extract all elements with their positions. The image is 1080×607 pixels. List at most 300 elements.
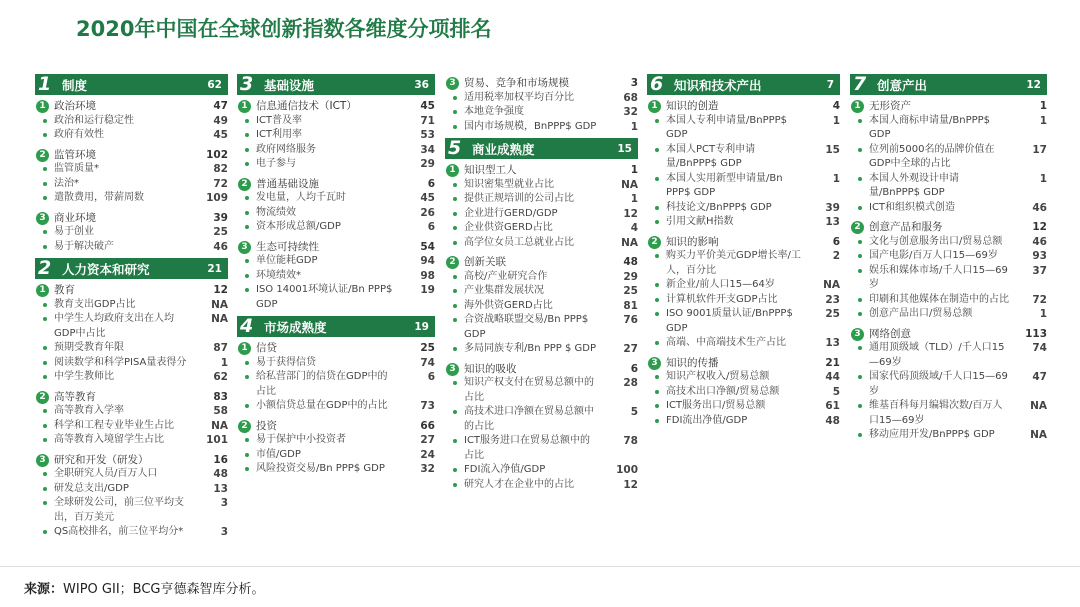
- indicator-name: 高等教育入学率: [54, 405, 124, 416]
- bullet-icon: [245, 288, 249, 292]
- bullet-icon: [245, 453, 249, 457]
- indicator-row: [35, 225, 228, 240]
- sub-pillar-row: [35, 148, 228, 163]
- pillar-header: [35, 74, 228, 95]
- indicator-rank: 24: [420, 448, 435, 461]
- indicator-rank: 5: [630, 406, 638, 418]
- bullet-icon: [245, 259, 249, 263]
- indicator-rank: 49: [213, 114, 228, 127]
- pillar-header: [237, 74, 435, 95]
- indicator-row: [35, 128, 228, 143]
- indicator-name: 物流绩效: [256, 206, 296, 218]
- sub-pillar-name: 知识的创造: [666, 100, 719, 112]
- indicator-row: [850, 293, 1047, 308]
- indicator-row: [237, 157, 435, 172]
- bullet-icon: [858, 312, 862, 316]
- pillar-rank: 15: [617, 142, 632, 155]
- indicator-name: 国内市场规模，BnPPP$ GDP: [464, 120, 597, 132]
- indicator-name: 本国人外观设计申请量/BnPPP$ GDP: [869, 172, 959, 198]
- indicator-name: QS高校排名，前三位平均分*: [54, 526, 184, 537]
- indicator-name: 国家代码顶级域/千人口15—69岁: [869, 371, 1008, 397]
- bullet-icon: [245, 361, 249, 365]
- sub-pillar-number-badge: 2: [446, 256, 459, 269]
- sub-pillar-number-badge: 3: [238, 241, 251, 254]
- indicator-name: 娱乐和媒体市场/千人口15—69岁: [869, 264, 1008, 290]
- indicator-row: [445, 405, 638, 434]
- indicator-rank: 1: [1039, 172, 1047, 185]
- source-label: 来源：: [24, 582, 64, 597]
- indicator-rank: 1: [832, 172, 840, 185]
- sub-pillar-rank: 102: [206, 148, 228, 161]
- bullet-icon: [245, 211, 249, 215]
- indicator-rank: NA: [211, 419, 228, 432]
- bullet-icon: [245, 375, 249, 379]
- footer-divider: [0, 566, 1080, 567]
- sub-pillar-rank: 3: [630, 77, 638, 89]
- indicator-rank: 93: [1032, 250, 1047, 262]
- indicator-name: 企业供资GERD占比: [464, 222, 553, 233]
- indicator-rank: 1: [832, 114, 840, 127]
- sub-pillar-rank: 6: [630, 362, 638, 375]
- indicator-row: [647, 293, 840, 308]
- sub-pillar-name: 生态可持续性: [256, 240, 319, 253]
- indicator-rank: 29: [623, 270, 638, 283]
- indicator-name: ISO 9001质量认证/BnPPP$ GDP: [666, 308, 793, 334]
- bullet-icon: [858, 404, 862, 408]
- bullet-icon: [43, 133, 47, 137]
- sub-pillar-name: 高等教育: [54, 390, 96, 403]
- sub-pillar-row: [237, 177, 435, 192]
- sub-pillar-row: [850, 99, 1047, 114]
- indicator-rank: 1: [630, 193, 638, 205]
- indicator-name: 政府有效性: [54, 129, 104, 140]
- bullet-icon: [453, 318, 457, 322]
- bullet-icon: [858, 206, 862, 210]
- indicator-row: [237, 399, 435, 414]
- indicator-rank: 1: [220, 356, 228, 369]
- indicator-rank: 76: [623, 314, 638, 326]
- indicator-name: ICT普及率: [256, 114, 303, 126]
- indicator-row: [850, 235, 1047, 250]
- indicator-name: 计算机软件开支GDP占比: [666, 293, 778, 305]
- sub-pillar-rank: 25: [420, 342, 435, 354]
- sub-pillar-row: [35, 390, 228, 405]
- indicator-rank: 72: [213, 177, 228, 190]
- pillar-rank: 21: [207, 262, 222, 275]
- indicator-name: ICT利用率: [256, 129, 303, 140]
- bullet-icon: [655, 177, 659, 181]
- indicator-name: 风险投资交易/Bn PPP$ GDP: [256, 463, 385, 474]
- sub-pillar-rank: 39: [213, 211, 228, 224]
- bullet-icon: [655, 283, 659, 287]
- sub-pillar-row: [445, 76, 638, 91]
- indicator-name: 易于保护中小投资者: [256, 434, 346, 445]
- indicator-row: [35, 356, 228, 371]
- bullet-icon: [245, 196, 249, 200]
- indicator-row: [237, 206, 435, 221]
- indicator-rank: 13: [213, 482, 228, 495]
- source-text: WIPO GII；BCG亨德森智库分析。: [63, 582, 265, 597]
- indicator-name: 高等教育入境留学生占比: [54, 434, 164, 445]
- sub-pillar-rank: 45: [420, 100, 435, 112]
- bullet-icon: [453, 439, 457, 443]
- indicator-name: 高端、中高端技术生产占比: [666, 337, 786, 348]
- sub-pillar-row: [237, 419, 435, 434]
- indicator-name: 本国人PCT专利申请量/BnPPP$ GDP: [666, 143, 756, 169]
- indicator-rank: 25: [213, 226, 228, 238]
- sub-pillar-rank: 54: [420, 240, 435, 253]
- indicator-name: 政治和运行稳定性: [54, 114, 134, 126]
- sub-pillar-rank: 1: [1039, 100, 1047, 112]
- indicator-rank: 1: [1039, 308, 1047, 320]
- sub-pillar-name: 创新关联: [464, 256, 506, 268]
- indicator-row: [647, 414, 840, 429]
- indicator-row: [237, 114, 435, 129]
- indicator-name: 易于创业: [54, 226, 94, 237]
- indicator-rank: 46: [1032, 235, 1047, 248]
- bullet-icon: [655, 419, 659, 423]
- indicator-rank: 19: [420, 284, 435, 296]
- bullet-icon: [453, 347, 457, 351]
- bullet-icon: [655, 312, 659, 316]
- indicator-row: [445, 221, 638, 236]
- indicator-row: [445, 120, 638, 135]
- indicator-row: [850, 201, 1047, 216]
- sub-pillar-number-badge: 2: [238, 420, 251, 433]
- indicator-name: FDI流入净值/GDP: [464, 464, 546, 475]
- sub-pillar-number-badge: 1: [446, 164, 459, 177]
- sub-pillar-number-badge: 2: [36, 149, 49, 162]
- indicator-rank: NA: [823, 279, 840, 291]
- indicator-name: 全球研发公司，前三位平均支出，百万美元: [54, 497, 184, 523]
- indicator-row: [237, 433, 435, 448]
- indicator-rank: 47: [1032, 371, 1047, 383]
- indicator-rank: 48: [213, 468, 228, 480]
- bullet-icon: [245, 274, 249, 278]
- indicator-row: [647, 143, 840, 172]
- indicator-name: 印刷和其他媒体在制造中的占比: [869, 293, 1009, 305]
- sub-pillar-name: 知识的影响: [666, 235, 719, 248]
- sub-pillar-rank: 6: [427, 177, 435, 190]
- indicator-name: 创意产品出口/贸易总额: [869, 308, 973, 319]
- indicator-row: [445, 192, 638, 207]
- sub-pillar-number-badge: 2: [238, 178, 251, 191]
- sub-pillar-name: 知识型工人: [464, 164, 517, 176]
- indicator-rank: NA: [1030, 400, 1047, 412]
- bullet-icon: [43, 424, 47, 428]
- bullet-icon: [453, 212, 457, 216]
- sub-pillar-row: [445, 362, 638, 377]
- bullet-icon: [858, 269, 862, 273]
- indicator-name: 高技术进口净额在贸易总额中的占比: [464, 406, 594, 432]
- indicator-rank: 13: [825, 216, 840, 228]
- page-title: 2020年中国在全球创新指数各维度分项排名: [76, 17, 492, 41]
- bullet-icon: [43, 438, 47, 442]
- sub-pillar-row: [850, 327, 1047, 342]
- sub-pillar-row: [647, 235, 840, 250]
- indicator-row: [35, 312, 228, 341]
- sub-pillar-name: 知识的传播: [666, 356, 719, 369]
- indicator-row: [445, 342, 638, 357]
- sub-pillar-number-badge: 3: [446, 363, 459, 376]
- pillar-number: 4: [240, 315, 254, 337]
- indicator-name: 本地竞争强度: [464, 106, 524, 117]
- indicator-row: [445, 105, 638, 120]
- indicator-row: [850, 249, 1047, 264]
- sub-pillar-row: [35, 283, 228, 298]
- indicator-rank: 34: [420, 143, 435, 156]
- sub-pillar-name: 监管环境: [54, 148, 96, 161]
- bullet-icon: [858, 298, 862, 302]
- bullet-icon: [655, 375, 659, 379]
- sub-pillar-name: 无形资产: [869, 100, 911, 112]
- indicator-name: 本国人专利申请量/BnPPP$ GDP: [666, 114, 788, 140]
- indicator-rank: 32: [420, 463, 435, 475]
- indicator-name: 购买力平价美元GDP增长率/工人，百分比: [666, 250, 801, 276]
- sub-pillar-rank: 48: [623, 256, 638, 268]
- indicator-row: [445, 284, 638, 299]
- sub-pillar-rank: 6: [832, 235, 840, 248]
- bullet-icon: [43, 303, 47, 307]
- bullet-icon: [43, 119, 47, 123]
- bullet-icon: [245, 119, 249, 123]
- indicator-row: [237, 283, 435, 312]
- bullet-icon: [858, 433, 862, 437]
- bullet-icon: [43, 409, 47, 413]
- indicator-rank: NA: [621, 236, 638, 249]
- indicator-name: 海外供资GERD占比: [464, 299, 553, 311]
- pillar-header: [35, 258, 228, 279]
- indicator-row: [35, 298, 228, 313]
- indicator-row: [850, 370, 1047, 399]
- indicator-rank: 17: [1032, 143, 1047, 156]
- pillar-number: 1: [38, 73, 52, 95]
- indicator-rank: 87: [213, 342, 228, 354]
- indicator-name: 市值/GDP: [256, 448, 301, 460]
- indicator-name: 国产电影/百万人口15—69岁: [869, 250, 998, 261]
- indicator-rank: 15: [825, 143, 840, 156]
- bullet-icon: [453, 226, 457, 230]
- indicator-name: 本国人商标申请量/BnPPP$ GDP: [869, 114, 991, 140]
- indicator-rank: 62: [213, 371, 228, 383]
- indicator-row: [647, 172, 840, 201]
- indicator-row: [237, 128, 435, 143]
- sub-pillar-number-badge: 2: [36, 391, 49, 404]
- column-5: [850, 74, 1047, 443]
- pillar-rank: 7: [826, 78, 834, 91]
- sub-pillar-name: 信贷: [256, 342, 277, 354]
- pillar-number: 2: [38, 257, 52, 279]
- indicator-name: 产业集群发展状况: [464, 285, 544, 296]
- sub-pillar-number-badge: 3: [648, 357, 661, 370]
- indicator-name: 电子参与: [256, 158, 296, 169]
- indicator-name: FDI流出净值/GDP: [666, 414, 748, 426]
- indicator-rank: 46: [1032, 201, 1047, 214]
- indicator-name: 知识产权收入/贸易总额: [666, 371, 770, 382]
- sub-pillar-rank: 83: [213, 390, 228, 403]
- indicator-row: [35, 341, 228, 356]
- pillar-number: 7: [853, 73, 867, 95]
- sub-pillar-name: 政治环境: [54, 100, 96, 112]
- bullet-icon: [858, 240, 862, 244]
- indicator-rank: 12: [623, 478, 638, 491]
- pillar-name: 知识和技术产出: [674, 77, 762, 93]
- indicator-name: 中学生教师比: [54, 371, 114, 382]
- sub-pillar-row: [237, 99, 435, 114]
- sub-pillar-number-badge: 2: [648, 236, 661, 249]
- sub-pillar-number-badge: 1: [851, 100, 864, 113]
- pillar-number: 6: [650, 73, 664, 95]
- pillar-header: [445, 138, 638, 159]
- indicator-rank: 26: [420, 206, 435, 219]
- indicator-rank: 100: [616, 464, 638, 476]
- pillar-header: [647, 74, 840, 95]
- indicator-rank: 27: [623, 343, 638, 355]
- sub-pillar-row: [647, 99, 840, 114]
- indicator-name: 研发总支出/GDP: [54, 482, 129, 494]
- indicator-row: [445, 463, 638, 478]
- indicator-name: 引用文献H指数: [666, 216, 734, 227]
- bullet-icon: [655, 254, 659, 258]
- bullet-icon: [858, 254, 862, 258]
- column-1: [35, 74, 228, 540]
- sub-pillar-rank: 4: [832, 100, 840, 112]
- indicator-name: 高学位女员工总就业占比: [464, 236, 574, 248]
- indicator-row: [445, 313, 638, 342]
- indicator-row: [445, 434, 638, 463]
- indicator-name: 资本形成总额/GDP: [256, 221, 341, 232]
- indicator-row: [647, 336, 840, 351]
- sub-pillar-number-badge: 3: [36, 212, 49, 225]
- indicator-name: 中学生人均政府支出在人均GDP中占比: [54, 313, 174, 339]
- indicator-rank: NA: [621, 178, 638, 191]
- indicator-rank: 5: [832, 385, 840, 398]
- indicator-name: 预期受教育年限: [54, 342, 124, 353]
- indicator-row: [647, 215, 840, 230]
- sub-pillar-rank: 47: [213, 100, 228, 112]
- sub-pillar-rank: 12: [213, 284, 228, 296]
- indicator-name: 文化与创意服务出口/贸易总额: [869, 235, 1003, 247]
- sub-pillar-name: 知识的吸收: [464, 362, 517, 375]
- indicator-row: [35, 162, 228, 177]
- pillar-name: 基础设施: [264, 77, 315, 93]
- indicator-rank: 72: [1032, 293, 1047, 306]
- sub-pillar-number-badge: 1: [238, 100, 251, 113]
- indicator-name: 高技术出口净额/贸易总额: [666, 385, 780, 397]
- indicator-name: 给私营部门的信贷在GDP中的占比: [256, 371, 388, 397]
- indicator-row: [237, 356, 435, 371]
- bullet-icon: [43, 182, 47, 186]
- sub-pillar-name: 网络创意: [869, 327, 911, 340]
- sub-pillar-number-badge: 1: [648, 100, 661, 113]
- indicator-name: 移动应用开发/BnPPP$ GDP: [869, 429, 995, 440]
- bullet-icon: [655, 119, 659, 123]
- bullet-icon: [43, 245, 47, 249]
- bullet-icon: [453, 468, 457, 472]
- indicator-rank: 27: [420, 434, 435, 446]
- indicator-row: [237, 448, 435, 463]
- indicator-row: [35, 467, 228, 482]
- indicator-name: 监管质量*: [54, 163, 99, 174]
- indicator-rank: 94: [420, 255, 435, 267]
- bullet-icon: [245, 162, 249, 166]
- column-2: [237, 74, 435, 477]
- bullet-icon: [655, 148, 659, 152]
- sub-pillar-row: [35, 211, 228, 226]
- pillar-name: 人力资本和研究: [62, 261, 150, 277]
- sub-pillar-row: [850, 220, 1047, 235]
- indicator-row: [35, 114, 228, 129]
- indicator-name: 研究人才在企业中的占比: [464, 478, 574, 490]
- indicator-rank: 32: [623, 106, 638, 118]
- bullet-icon: [43, 196, 47, 200]
- indicator-name: 提供正规培训的公司占比: [464, 193, 574, 204]
- sub-pillar-rank: 66: [420, 419, 435, 432]
- indicator-rank: 53: [420, 129, 435, 141]
- bullet-icon: [43, 346, 47, 350]
- indicator-rank: 1: [1039, 114, 1047, 127]
- bullet-icon: [245, 225, 249, 229]
- indicator-row: [647, 201, 840, 216]
- indicator-rank: 74: [1032, 342, 1047, 354]
- indicator-name: 合资战略联盟交易/Bn PPP$ GDP: [464, 314, 589, 340]
- bullet-icon: [453, 183, 457, 187]
- sub-pillar-name: 商业环境: [54, 211, 96, 224]
- indicator-name: 通用顶级域（TLD）/千人口15—69岁: [869, 342, 1005, 368]
- indicator-row: [647, 399, 840, 414]
- indicator-rank: 28: [623, 377, 638, 389]
- indicator-row: [35, 404, 228, 419]
- indicator-row: [850, 114, 1047, 143]
- sub-pillar-name: 投资: [256, 419, 277, 432]
- indicator-name: 环境绩效*: [256, 269, 301, 281]
- indicator-row: [850, 428, 1047, 443]
- indicator-row: [237, 370, 435, 399]
- bullet-icon: [453, 275, 457, 279]
- bullet-icon: [453, 125, 457, 129]
- indicator-row: [445, 178, 638, 193]
- bullet-icon: [43, 167, 47, 171]
- indicator-name: 政府网络服务: [256, 143, 316, 155]
- indicator-row: [445, 478, 638, 493]
- bullet-icon: [858, 375, 862, 379]
- indicator-rank: 68: [623, 91, 638, 104]
- indicator-row: [237, 143, 435, 158]
- indicator-row: [237, 220, 435, 235]
- sub-pillar-number-badge: 3: [36, 454, 49, 467]
- bullet-icon: [245, 438, 249, 442]
- indicator-rank: 109: [206, 192, 228, 204]
- bullet-icon: [858, 148, 862, 152]
- sub-pillar-number-badge: 1: [36, 284, 49, 297]
- bullet-icon: [655, 298, 659, 302]
- indicator-rank: 25: [825, 308, 840, 320]
- indicator-rank: 3: [220, 526, 228, 538]
- bullet-icon: [453, 110, 457, 114]
- bullet-icon: [453, 483, 457, 487]
- indicator-rank: 44: [825, 371, 840, 383]
- sub-pillar-rank: 16: [213, 453, 228, 466]
- indicator-row: [445, 299, 638, 314]
- indicator-name: 多局同族专利/Bn PPP $ GDP: [464, 343, 597, 354]
- pillar-header: [850, 74, 1047, 95]
- indicator-row: [237, 269, 435, 284]
- sub-pillar-rank: 21: [825, 356, 840, 369]
- pillar-header: [237, 316, 435, 337]
- bullet-icon: [655, 341, 659, 345]
- indicator-rank: 25: [623, 285, 638, 297]
- indicator-rank: 3: [220, 497, 228, 509]
